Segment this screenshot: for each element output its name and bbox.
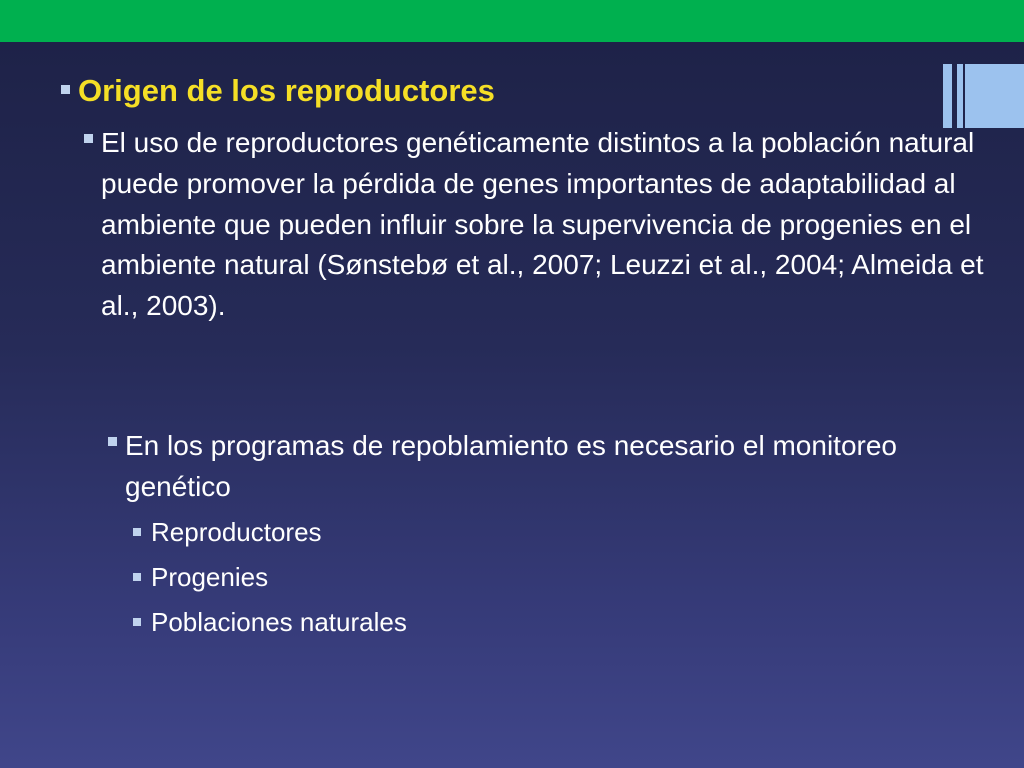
corner-block	[965, 64, 1024, 128]
square-bullet-icon	[133, 528, 141, 536]
sub-item-reproductores: Reproductores	[151, 517, 322, 547]
slide-heading: Origen de los reproductores	[78, 73, 495, 108]
corner-bar-middle	[957, 64, 963, 128]
top-accent-bar	[0, 0, 1024, 42]
corner-decoration	[943, 64, 1024, 128]
square-bullet-icon	[84, 134, 93, 143]
square-bullet-icon	[133, 573, 141, 581]
square-bullet-icon	[133, 618, 141, 626]
sub-item-poblaciones-naturales: Poblaciones naturales	[151, 607, 407, 637]
bullet-paragraph-2: En los programas de repoblamiento es necesario el monitoreo genético	[125, 430, 897, 502]
corner-bar-left	[943, 64, 952, 128]
square-bullet-icon	[108, 437, 117, 446]
square-bullet-icon	[61, 85, 70, 94]
sub-item-progenies: Progenies	[151, 562, 269, 592]
bullet-paragraph-1: El uso de reproductores genéticamente distintos a la población natural puede promover la pérdida de genes importantes de adaptabilidad al ambiente que pueden influir sobre la supervivencia de progenies en el ambiente natural (Sønstebø et al., 2007; Leuzzi et al., 2004; Almeida et al., 2003).	[101, 127, 984, 322]
